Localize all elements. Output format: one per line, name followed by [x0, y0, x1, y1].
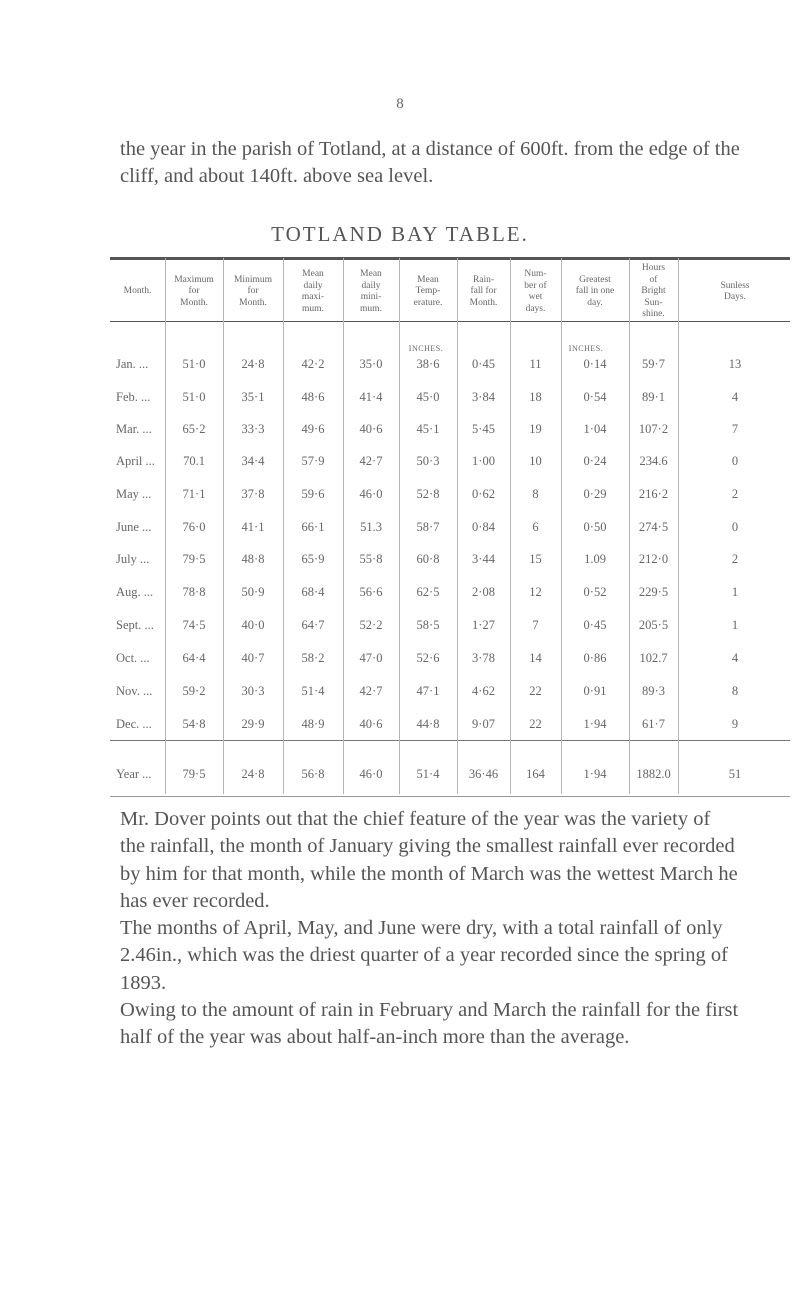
table-row-month: Aug. ...	[116, 585, 154, 599]
table-row-rainfall: 2·08	[472, 585, 495, 599]
table-row-sunshine: 89·3	[642, 684, 665, 698]
table-row-mean-daily-min: 42·7	[359, 684, 383, 698]
table-row-rainfall: 1·27	[472, 618, 495, 632]
table-row-wet-days: 8	[532, 487, 539, 501]
year-total-row-greatest-fall: 1·94	[583, 767, 607, 781]
table-row-greatest-fall: 0·45	[583, 618, 607, 632]
table-row-maximum: 79·5	[182, 552, 206, 566]
table-row-month: Feb. ...	[116, 390, 151, 404]
table-title: TOTLAND BAY TABLE.	[271, 222, 529, 246]
table-row-mean-daily-min: 42·7	[359, 454, 383, 468]
commentary-paragraph-2: The months of April, May, and June were dry, with a total rainfall of only 2.46in., which was the driest quarter of a year recorded since the spring of 1893.	[120, 917, 728, 994]
column-header-mean-daily-min: Mean daily mini- mum.	[360, 269, 382, 314]
commentary-paragraph-1: Mr. Dover points out that the chief feature of the year was the variety of the rainfall, the month of January giving the smallest rainfall ever recorded by him for that month, while the month of March was the wettest March he has ever recorded.	[120, 808, 738, 912]
table-row-minimum: 34·4	[241, 454, 265, 468]
table-row-sunshine: 205·5	[638, 618, 669, 632]
year-total-row-mean-daily-min: 46·0	[359, 767, 383, 781]
table-row-mean-daily-min: 40·6	[359, 422, 383, 436]
table-row-mean-temp: 62·5	[416, 585, 440, 599]
table-row-month: Mar. ...	[116, 422, 152, 436]
table-row-sunshine: 274·5	[638, 520, 669, 534]
table-row-wet-days: 15	[529, 552, 542, 566]
table-row-month: Jan. ...	[116, 357, 149, 371]
table-row-mean-temp: 60·8	[416, 552, 440, 566]
table-row-maximum: 71·1	[182, 487, 206, 501]
table-row-mean-daily-min: 52·2	[359, 618, 383, 632]
table-row-maximum: 51·0	[182, 357, 206, 371]
table-row-sunless-days: 7	[731, 422, 739, 436]
table-row-sunless-days: 4	[731, 651, 739, 665]
table-row-sunless-days: 2	[731, 487, 739, 501]
table-row-mean-daily-max: 42·2	[301, 357, 325, 371]
table-row-maximum: 65·2	[182, 422, 206, 436]
table-row-maximum: 78·8	[182, 585, 206, 599]
year-total-row-sunshine: 1882.0	[636, 767, 671, 781]
table-row-mean-daily-min: 55·8	[359, 552, 383, 566]
table-row-rainfall: 3·44	[472, 552, 495, 566]
table-row-month: June ...	[116, 520, 152, 534]
table-row-mean-daily-max: 58·2	[301, 651, 325, 665]
table-row-minimum: 41·1	[241, 520, 265, 534]
table-row-mean-temp: 47·1	[416, 684, 440, 698]
table-row-wet-days: 22	[529, 684, 542, 698]
table-row-wet-days: 22	[529, 717, 542, 731]
table-row-sunshine: 59·7	[642, 357, 665, 371]
table-row-greatest-fall: 0·86	[583, 651, 607, 665]
table-row-minimum: 40·7	[241, 651, 265, 665]
table-row-mean-daily-min: 56·6	[359, 585, 383, 599]
table-row-greatest-fall: 1·04	[583, 422, 607, 436]
table-row-sunless-days: 2	[731, 552, 739, 566]
year-total-row-mean-daily-max: 56·8	[301, 767, 325, 781]
table-row-mean-temp: 58·5	[416, 618, 440, 632]
table-row-mean-temp: 45·0	[416, 390, 440, 404]
table-row-maximum: 51·0	[182, 390, 206, 404]
table-row-maximum: 76·0	[182, 520, 206, 534]
table-row-rainfall: 3·78	[472, 651, 495, 665]
table-row-wet-days: 19	[529, 422, 542, 436]
table-row-sunshine: 61·7	[642, 717, 665, 731]
table-row-minimum: 37·8	[241, 487, 265, 501]
table-row-sunless-days: 9	[731, 717, 739, 731]
table-row-month: May ...	[116, 487, 152, 501]
table-row-mean-daily-min: 35·0	[359, 357, 383, 371]
table-row-minimum: 30·3	[241, 684, 265, 698]
table-row-rainfall: 9·07	[472, 717, 495, 731]
column-header-sunshine: Hours of Bright Sun- shine.	[641, 263, 666, 320]
table-row-rainfall: 5·45	[472, 422, 495, 436]
table-row-mean-daily-min: 41·4	[359, 390, 383, 404]
table-row-mean-daily-max: 49·6	[301, 422, 325, 436]
table-row-maximum: 74·5	[182, 618, 206, 632]
table-header-rule	[110, 321, 790, 322]
table-row-mean-daily-max: 59·6	[301, 487, 325, 501]
table-row-mean-daily-max: 64·7	[301, 618, 325, 632]
table-row-wet-days: 6	[532, 520, 539, 534]
table-row-month: Sept. ...	[116, 618, 154, 632]
table-row-maximum: 59·2	[182, 684, 206, 698]
year-separator-rule	[110, 740, 790, 741]
table-row-mean-daily-max: 66·1	[301, 520, 325, 534]
column-header-mean-temp: Mean Temp- erature.	[413, 274, 443, 308]
table-row-rainfall: 1·00	[472, 454, 495, 468]
table-row-month: July ...	[116, 552, 150, 566]
table-row-sunshine: 89·1	[642, 390, 665, 404]
commentary-paragraph-3: Owing to the amount of rain in February and March the rainfall for the first half of the year was about half-an-inch more than the average.	[120, 999, 739, 1049]
table-row-sunshine: 107·2	[638, 422, 669, 436]
table-row-mean-daily-min: 40·6	[359, 717, 383, 731]
table-row-month: April ...	[116, 454, 155, 468]
table-row-sunless-days: 13	[728, 357, 742, 371]
table-row-sunless-days: 0	[731, 520, 739, 534]
table-row-mean-daily-min: 51.3	[360, 520, 382, 534]
table-row-rainfall: 0·62	[472, 487, 495, 501]
table-row-minimum: 40·0	[241, 618, 265, 632]
table-row-sunshine: 216·2	[638, 487, 669, 501]
table-row-wet-days: 18	[529, 390, 542, 404]
table-row-rainfall: 0·45	[472, 357, 495, 371]
table-row-month: Dec. ...	[116, 717, 152, 731]
table-row-sunshine: 212·0	[638, 552, 669, 566]
table-row-mean-daily-max: 51·4	[301, 684, 325, 698]
table-row-rainfall: 4·62	[472, 684, 495, 698]
table-row-sunless-days: 4	[731, 390, 739, 404]
table-row-maximum: 54·8	[182, 717, 206, 731]
year-total-row-maximum: 79·5	[182, 767, 206, 781]
intro-paragraph: the year in the parish of Totland, at a distance of 600ft. from the edge of the cliff, and about 140ft. above sea level.	[120, 138, 740, 187]
greatest-fall-units: INCHES.	[568, 344, 604, 353]
table-row-sunshine: 229·5	[638, 585, 669, 599]
table-row-wet-days: 7	[532, 618, 539, 632]
table-row-mean-daily-max: 65·9	[301, 552, 325, 566]
table-row-sunshine: 234.6	[639, 454, 668, 468]
column-header-wet-days: Num- ber of wet days.	[524, 269, 547, 314]
table-row-mean-temp: 44·8	[416, 717, 440, 731]
table-row-mean-temp: 52·6	[416, 651, 440, 665]
table-row-sunless-days: 0	[731, 454, 739, 468]
table-row-sunless-days: 1	[731, 618, 739, 632]
table-row-rainfall: 0·84	[472, 520, 495, 534]
table-row-minimum: 33·3	[241, 422, 265, 436]
table-row-greatest-fall: 1·94	[583, 717, 607, 731]
table-row-minimum: 35·1	[241, 390, 265, 404]
table-row-rainfall: 3·84	[472, 390, 495, 404]
table-row-maximum: 64·4	[182, 651, 206, 665]
table-row-greatest-fall: 0·52	[583, 585, 607, 599]
column-header-mean-daily-max: Mean daily maxi- mum.	[301, 269, 325, 314]
table-row-wet-days: 12	[529, 585, 542, 599]
table-row-sunless-days: 1	[731, 585, 739, 599]
table-row-minimum: 29·9	[241, 717, 265, 731]
table-row-mean-temp: 58·7	[416, 520, 440, 534]
year-total-row-mean-temp: 51·4	[416, 767, 440, 781]
table-row-minimum: 48·8	[241, 552, 265, 566]
table-row-mean-daily-max: 48·6	[301, 390, 325, 404]
table-row-greatest-fall: 0·91	[583, 684, 607, 698]
year-total-row-minimum: 24·8	[241, 767, 265, 781]
table-row-maximum: 70.1	[183, 454, 205, 468]
table-row-minimum: 50·9	[241, 585, 265, 599]
page-number: 8	[396, 96, 404, 112]
column-header-sunless-days: Sunless Days.	[720, 280, 750, 302]
table-row-month: Oct. ...	[116, 651, 150, 665]
table-row-mean-daily-max: 48·9	[301, 717, 325, 731]
table-row-mean-temp: 38·6	[416, 357, 440, 371]
year-total-row-rainfall: 36·46	[468, 767, 499, 781]
column-header-greatest-fall: Greatest fall in one day.	[575, 274, 615, 308]
table-row-greatest-fall: 0·24	[583, 454, 607, 468]
year-total-row-sunless-days: 51	[728, 767, 742, 781]
table-row-mean-temp: 52·8	[416, 487, 440, 501]
table-row-wet-days: 11	[529, 357, 542, 371]
table-row-mean-temp: 45·1	[416, 422, 440, 436]
table-row-greatest-fall: 0·50	[583, 520, 607, 534]
column-header-rainfall: Rain- fall for Month.	[469, 274, 498, 308]
column-header-month: Month.	[123, 286, 152, 297]
table-row-mean-daily-max: 68·4	[301, 585, 325, 599]
table-row-mean-daily-min: 46·0	[359, 487, 383, 501]
column-header-minimum: Minimum for Month.	[233, 274, 272, 308]
column-header-maximum: Maximum for Month.	[174, 274, 214, 308]
table-row-greatest-fall: 0·54	[583, 390, 607, 404]
table-top-rule	[110, 257, 790, 260]
year-total-row-wet-days: 164	[526, 767, 545, 781]
table-row-wet-days: 10	[529, 454, 542, 468]
table-row-wet-days: 14	[529, 651, 542, 665]
table-row-month: Nov. ...	[116, 684, 153, 698]
commentary	[120, 806, 740, 1052]
table-row-minimum: 24·8	[241, 357, 265, 371]
table-row-mean-temp: 50·3	[416, 454, 440, 468]
table-row-greatest-fall: 0·29	[583, 487, 607, 501]
table-row-greatest-fall: 0·14	[583, 357, 607, 371]
table-row-mean-daily-min: 47·0	[359, 651, 383, 665]
table-row-sunless-days: 8	[731, 684, 739, 698]
table-row-sunshine: 102.7	[639, 651, 668, 665]
year-total-row-month: Year ...	[116, 767, 152, 781]
table-row-greatest-fall: 1.09	[584, 552, 606, 566]
table-bottom-rule	[110, 796, 790, 797]
rainfall-units: INCHES.	[408, 344, 444, 353]
table-row-mean-daily-max: 57·9	[301, 454, 325, 468]
